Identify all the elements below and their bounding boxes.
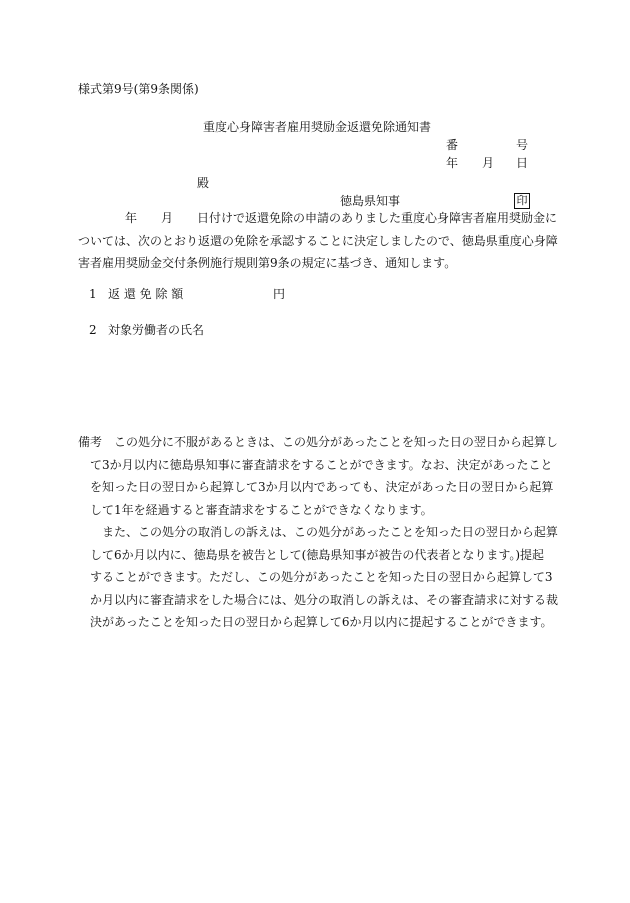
item1-unit: 円: [273, 287, 286, 301]
date-year-label: 年: [446, 156, 459, 170]
remarks-line: を知った日の翌日から起算して3か月以内であっても、決定があった日の翌日から起算: [90, 480, 554, 494]
number-label-go: 号: [516, 138, 529, 152]
date-month-label: 月: [482, 156, 495, 170]
remarks-line: して6か月以内に、徳島県を被告として(徳島県知事が被告の代表者となります。)提起: [90, 547, 545, 562]
remarks-line: か月以内に審査請求をした場合には、処分の取消しの訴えは、その審査請求に対する裁: [90, 592, 559, 607]
body-line: 年 月 日付けで返還免除の申請のありました重度心身障害者雇用奨励金に: [125, 211, 558, 225]
remarks-line: て3か月以内に徳島県知事に審査請求をすることができます。なお、決定があったこと: [90, 457, 553, 472]
issuer-name: 徳島県知事: [340, 194, 401, 208]
remarks-line: することができます。ただし、この処分があったことを知った日の翌日から起算して3: [90, 570, 553, 584]
notice-body: [78, 207, 558, 275]
item1-number: 1: [89, 287, 97, 301]
body-line: ついては、次のとおり返還の免除を承認することに決定しましたので、徳島県重度心身障: [78, 233, 558, 248]
date-day-label: 日: [516, 156, 529, 170]
number-label-ban: 番: [446, 138, 459, 152]
item1-label: 返 還 免 除 額: [108, 287, 184, 301]
remarks: [78, 431, 568, 634]
remarks-line: して1年を経過すると審査請求をすることができなくなります。: [90, 502, 433, 517]
addressee-suffix: 殿: [197, 176, 210, 190]
form-number: 様式第9号(第9条関係): [78, 82, 199, 96]
remarks-line: 備考 この処分に不服があるときは、この処分があったことを知った日の翌日から起算し: [78, 435, 558, 449]
document-title: 重度心身障害者雇用奨励金返還免除通知書: [203, 120, 432, 134]
item2-label: 対象労働者の氏名: [108, 323, 205, 337]
seal-mark: 印: [514, 193, 530, 209]
body-line: 害者雇用奨励金交付条例施行規則第9条の規定に基づき、通知します。: [78, 256, 457, 270]
remarks-line: また、この処分の取消しの訴えは、この処分があったことを知った日の翌日から起算: [102, 525, 558, 539]
item2-number: 2: [89, 323, 97, 337]
remarks-line: 決があったことを知った日の翌日から起算して6か月以内に提起することができます。: [90, 615, 553, 629]
